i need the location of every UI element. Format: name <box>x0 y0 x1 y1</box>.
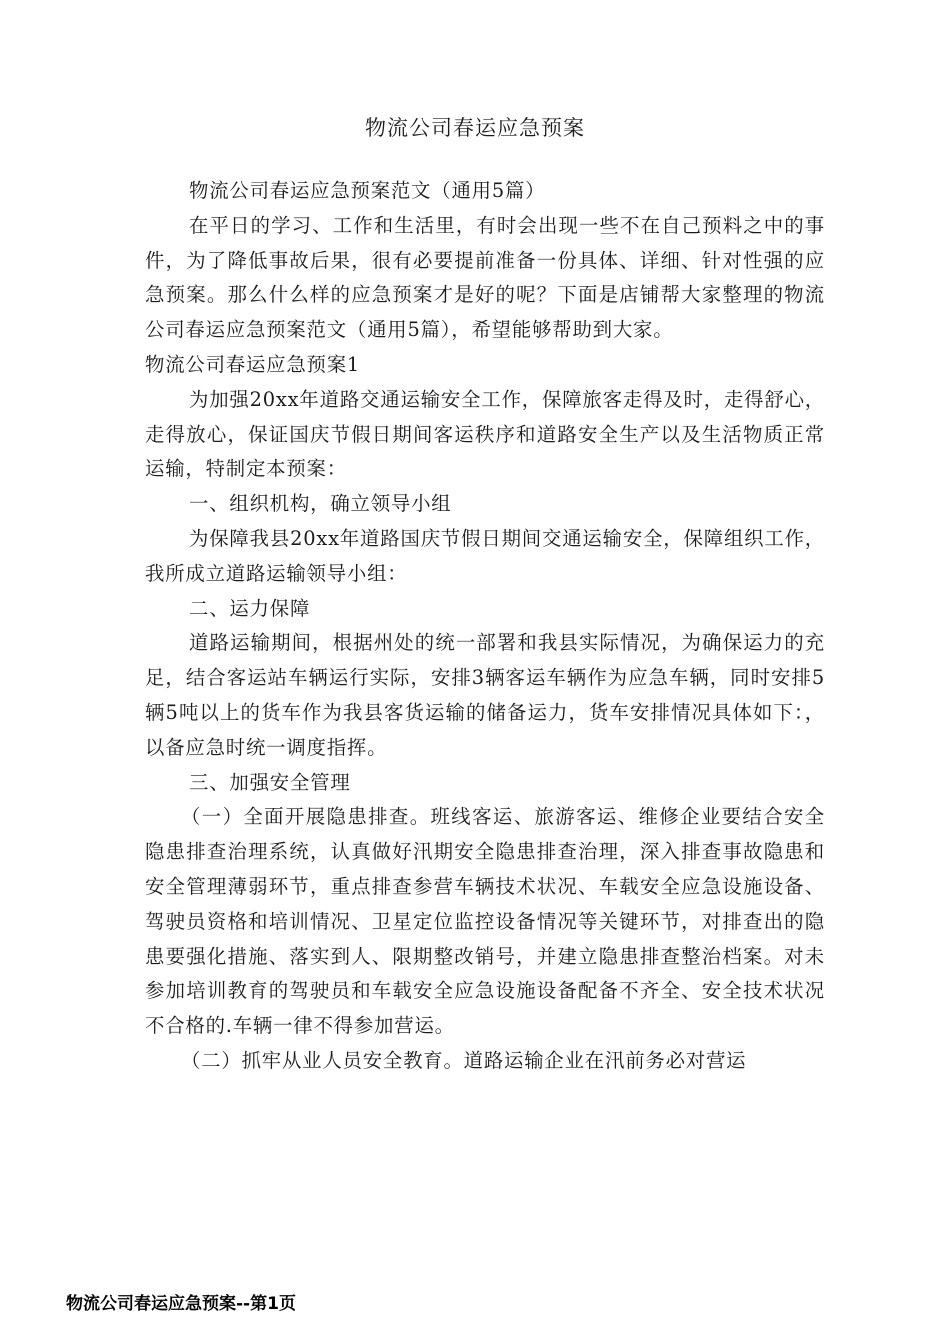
paragraph: 在平日的学习、工作和生活里，有时会出现一些不在自己预料之中的事件，为了降低事故后果，很有必要提前准备一份具体、详细、针对性强的应急预案。那么什么样的应急预案才是好的呢？下面是店铺帮大家整理的物流公司春运应急预案范文（通用5篇），希望能够帮助到大家。 <box>145 213 825 342</box>
paragraph: 物流公司春运应急预案范文（通用5篇） <box>189 179 546 202</box>
paragraph: 二、运力保障 <box>189 596 311 620</box>
paragraph: （二）抓牢从业人员安全教育。道路运输企业在汛前务必对营运 <box>181 1048 747 1072</box>
paragraph: 一、组织机构，确立领导小组 <box>189 492 452 516</box>
paragraph: 为加强20xx年道路交通运输安全工作，保障旅客走得及时，走得舒心，走得放心，保证国庆节假日期间客运秩序和道路安全生产以及生活物质正常运输，特制定本预案： <box>145 387 825 481</box>
paragraph: 道路运输期间，根据州处的统一部署和我县实际情况，为确保运力的充足，结合客运站车辆运行实际，安排3辆客运车辆作为应急车辆，同时安排5辆5吨以上的货车作为我县客货运输的储备运力，货车安排情况具体如下：，以备应急时统一调度指挥。 <box>145 631 825 759</box>
paragraph: 为保障我县20xx年道路国庆节假日期间交通运输安全，保障组织工作，我所成立道路运输领导小组： <box>145 526 825 585</box>
document-body <box>145 174 825 1079</box>
page-footer: 物流公司春运应急预案--第1页 <box>66 1294 296 1314</box>
paragraph: 物流公司春运应急预案1 <box>145 352 361 376</box>
paragraph: （一）全面开展隐患排查。班线客运、旅游客运、维修企业要结合安全隐患排查治理系统，认真做好汛期安全隐患排查治理，深入排查事故隐患和安全管理薄弱环节，重点排查参营车辆技术状况、车载安全应急设施设备、驾驶员资格和培训情况、卫星定位监控设备情况等关键环节，对排查出的隐患要强化措施、落实到人、限期整改销号，并建立隐患排查整治档案。对未参加培训教育的驾驶员和车载安全应急设施设备配备不齐全、安全技术状况不合格的.车辆一律不得参加营运。 <box>145 805 825 1038</box>
document-title: 物流公司春运应急预案 <box>365 116 585 140</box>
paragraph: 三、加强安全管理 <box>189 770 351 794</box>
